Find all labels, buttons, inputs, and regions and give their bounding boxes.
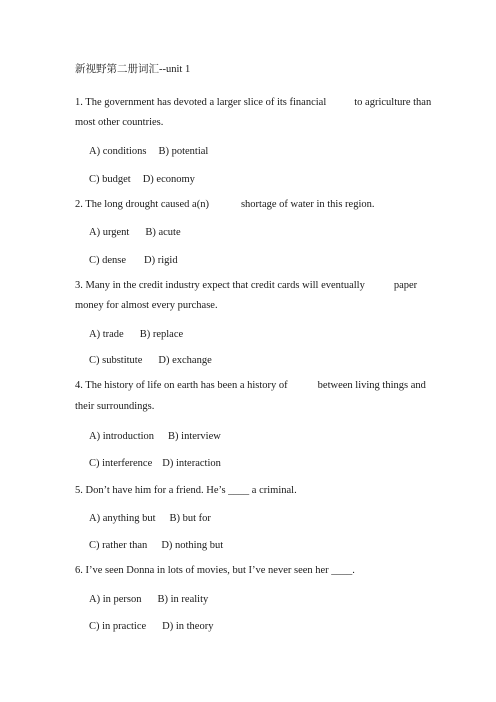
option-b: B) but for xyxy=(169,513,211,524)
question-6-options-row-2 xyxy=(89,620,213,633)
option-c: C) rather than xyxy=(89,540,148,551)
option-a: A) urgent xyxy=(89,227,130,238)
question-4-stem-continued: their surroundings. xyxy=(75,401,155,412)
option-b: B) acute xyxy=(145,227,181,238)
option-c: C) in practice xyxy=(89,621,147,632)
question-6-stem xyxy=(75,564,355,577)
question-4-stem-part-b: between living things and xyxy=(317,380,426,391)
option-b: B) potential xyxy=(158,146,209,157)
document-title: 新视野第二册词汇--unit 1 xyxy=(75,64,191,75)
question-1-options-row-1 xyxy=(89,145,208,158)
question-3-stem-part-b: paper xyxy=(393,280,418,291)
question-5-options-row-1 xyxy=(89,512,211,525)
question-3-stem-part-a: 3. Many in the credit industry expect that credit cards will eventually xyxy=(75,280,365,291)
question-5-options-row-2 xyxy=(89,539,223,552)
option-c: C) interference xyxy=(89,458,153,469)
question-5-stem xyxy=(75,484,297,497)
question-1-stem-continued: most other countries. xyxy=(75,117,164,128)
option-d: D) rigid xyxy=(144,255,178,266)
option-a: A) introduction xyxy=(89,431,155,442)
option-b: B) in reality xyxy=(157,594,209,605)
question-4-options-row-1 xyxy=(89,430,221,443)
question-1-stem xyxy=(75,96,431,109)
question-3-stem xyxy=(75,279,417,292)
question-2-stem-part-b: shortage of water in this region. xyxy=(240,199,375,210)
option-d: D) exchange xyxy=(158,355,212,366)
option-d: D) nothing but xyxy=(161,540,224,551)
option-d: D) interaction xyxy=(162,458,221,469)
question-2-stem xyxy=(75,198,374,211)
question-3-options-row-2 xyxy=(89,354,212,367)
question-3-stem-continued: money for almost every purchase. xyxy=(75,300,218,311)
question-2-options-row-2 xyxy=(89,254,178,267)
question-1-stem-part-a: 1. The government has devoted a larger slice of its financial xyxy=(75,97,327,108)
question-2-options-row-1 xyxy=(89,226,181,239)
question-4-stem-part-a: 4. The history of life on earth has been a history of xyxy=(75,380,288,391)
option-a: A) in person xyxy=(89,594,142,605)
option-d: D) in theory xyxy=(162,621,214,632)
question-2-stem-part-a: 2. The long drought caused a(n) xyxy=(75,199,209,210)
question-6-options-row-1 xyxy=(89,593,208,606)
option-b: B) interview xyxy=(168,431,221,442)
question-5-stem-text: 5. Don’t have him for a friend. He’s ____ a criminal. xyxy=(75,485,297,496)
option-c: C) budget xyxy=(89,174,131,185)
question-4-options-row-2 xyxy=(89,457,221,470)
option-a: A) conditions xyxy=(89,146,147,157)
option-c: C) substitute xyxy=(89,355,143,366)
option-a: A) anything but xyxy=(89,513,156,524)
option-d: D) economy xyxy=(142,174,195,185)
question-4-stem xyxy=(75,379,426,392)
option-b: B) replace xyxy=(139,329,184,340)
question-6-stem-text: 6. I’ve seen Donna in lots of movies, but I’ve never seen her ____. xyxy=(75,565,355,576)
question-1-options-row-2 xyxy=(89,173,195,186)
question-1-stem-part-b: to agriculture than xyxy=(354,97,432,108)
option-a: A) trade xyxy=(89,329,124,340)
option-c: C) dense xyxy=(89,255,127,266)
question-3-options-row-1 xyxy=(89,328,183,341)
